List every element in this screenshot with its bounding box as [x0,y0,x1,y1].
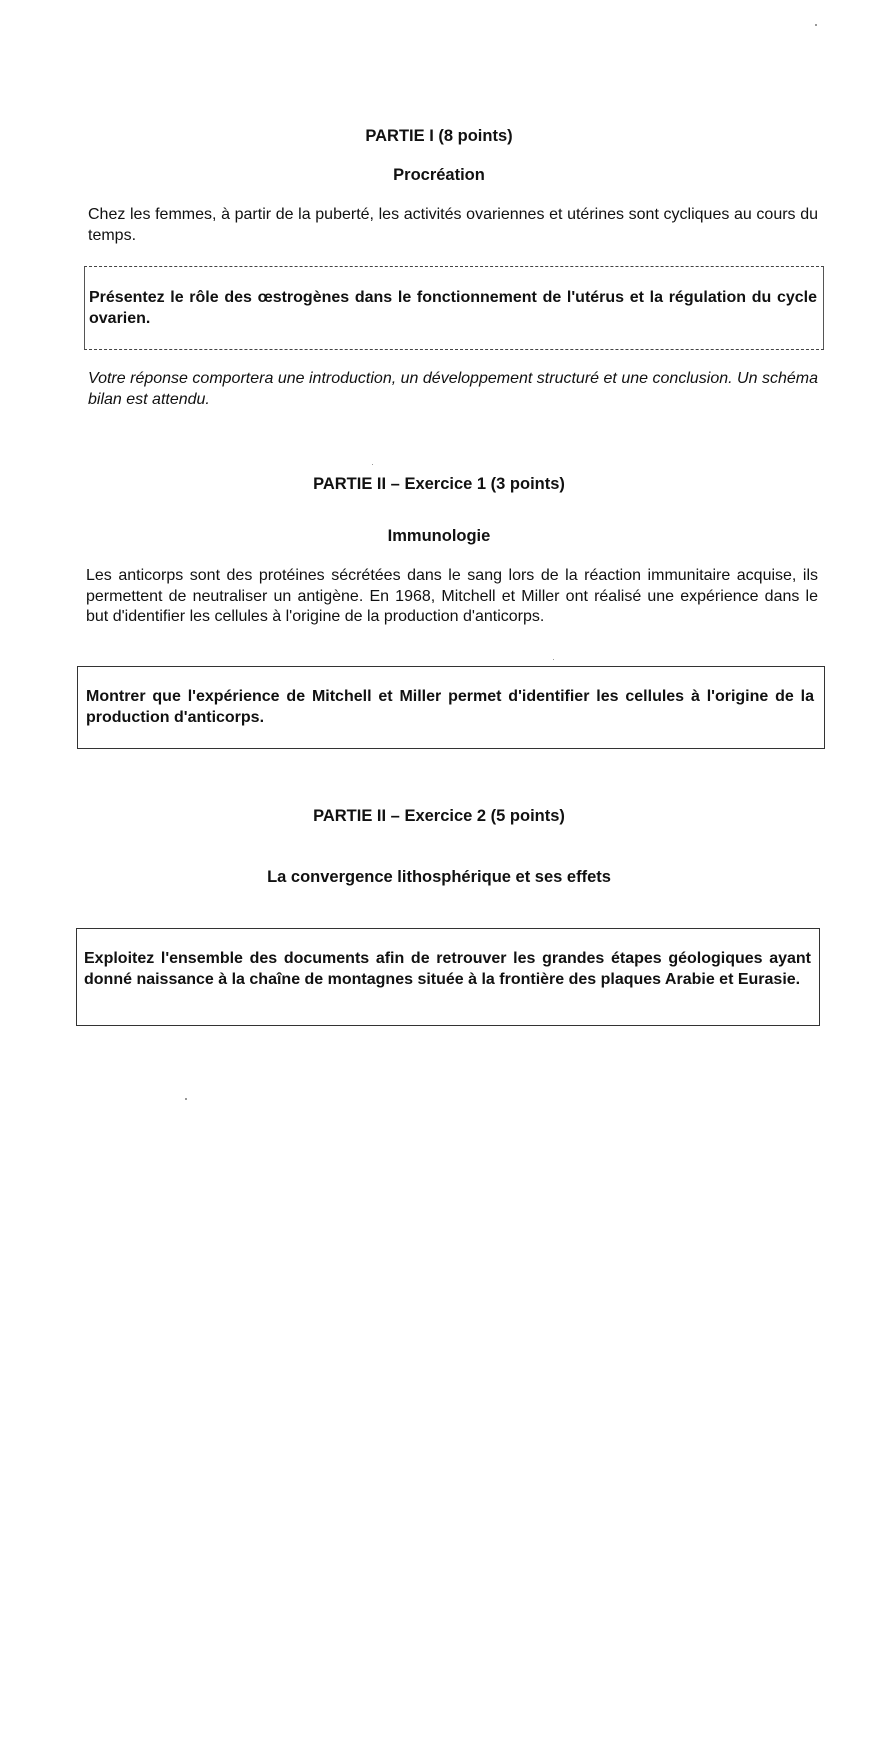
partie2-ex2-question-box [76,928,820,1026]
partie1-instructions: Votre réponse comportera une introduction, un développement structuré et une conclusion. Un schéma bilan est attendu. [88,370,818,408]
partie1-intro: Chez les femmes, à partir de la puberté, les activités ovariennes et utérines sont cycliques au cours du temps. [88,206,818,244]
partie2-ex1-title: PARTIE II – Exercice 1 (3 points) [313,475,565,493]
scan-speck [815,24,817,26]
partie1-subtitle: Procréation [393,166,485,184]
scan-speck [553,659,554,660]
partie2-ex1-intro: Les anticorps sont des protéines sécrétées dans le sang lors de la réaction immunitaire acquise, ils permettent de neutraliser un antigène. En 1968, Mitchell et Miller ont réalisé une expérience dans le but d'identifier les cellules à l'origine de la production d'anticorps. [86,567,818,625]
scan-speck [185,1098,187,1100]
partie2-ex2-question: Exploitez l'ensemble des documents afin de retrouver les grandes étapes géologiques ayant donné naissance à la chaîne de montagnes située à la frontière des plaques Arabie et Eurasie. [84,950,811,988]
partie2-ex2-title: PARTIE II – Exercice 2 (5 points) [313,807,565,825]
scan-speck [372,464,373,465]
partie2-ex1-question: Montrer que l'expérience de Mitchell et Miller permet d'identifier les cellules à l'origine de la production d'anticorps. [86,688,814,726]
partie1-question: Présentez le rôle des œstrogènes dans le fonctionnement de l'utérus et la régulation du cycle ovarien. [89,289,817,327]
partie1-question-box [84,266,824,350]
partie2-ex2-subtitle: La convergence lithosphérique et ses effets [267,868,611,886]
partie2-ex1-subtitle: Immunologie [387,527,491,545]
partie2-ex1-question-box [77,666,825,749]
partie1-title: PARTIE I (8 points) [365,127,513,145]
